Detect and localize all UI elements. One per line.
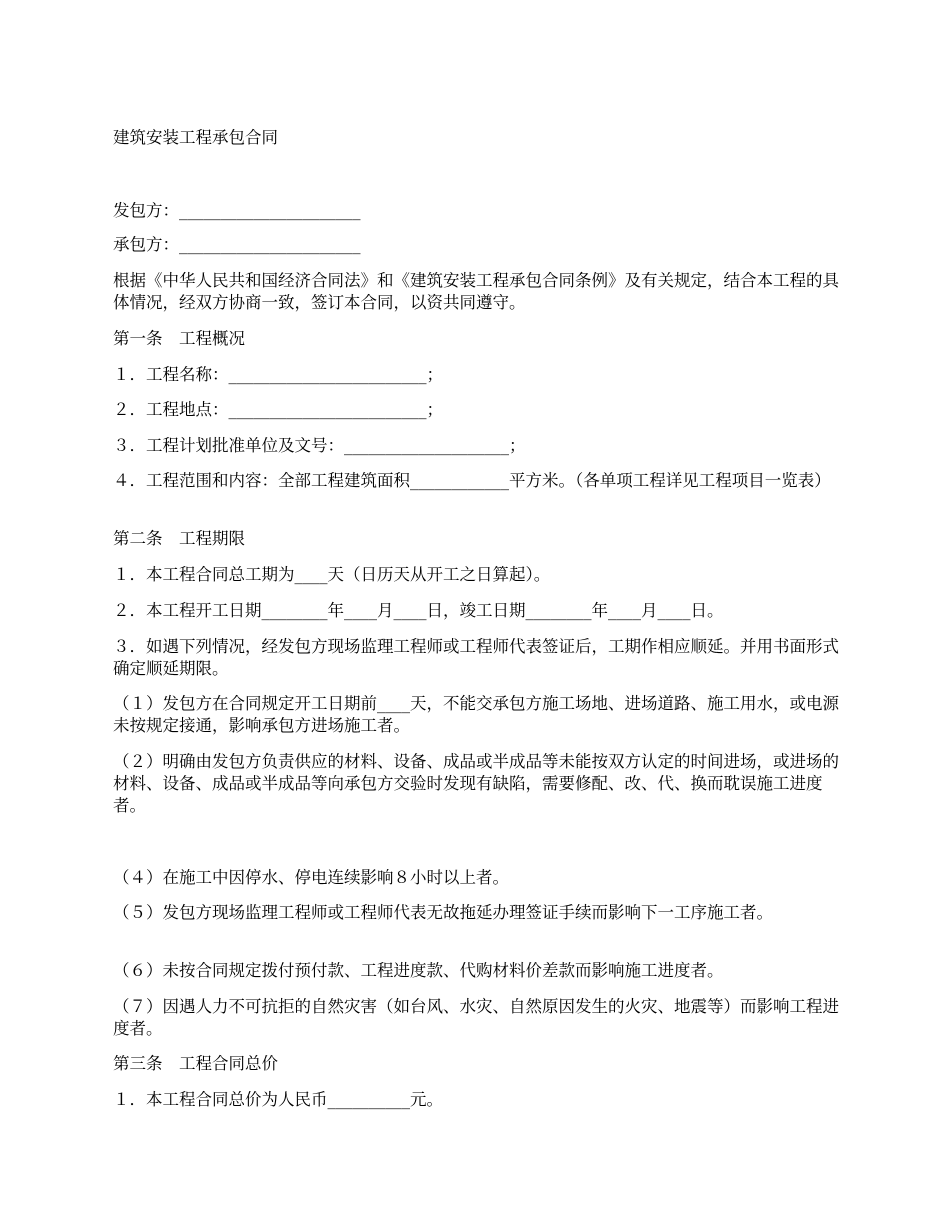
article-2-item: １．本工程合同总工期为____天（日历天从开工之日算起）。 bbox=[113, 565, 551, 584]
article-2-item: （６）未按合同规定拨付预付款、工程进度款、代购材料价差款而影响施工进度者。 bbox=[113, 961, 724, 980]
article-1-item: ４．工程范围和内容：全部工程建筑面积____________平方米。（各单项工程详见工程项目一览表） bbox=[113, 471, 831, 490]
article-2-item: （４）在施工中因停水、停电连续影响８小时以上者。 bbox=[113, 868, 509, 887]
party-a-line: 发包方：______________________ bbox=[113, 201, 361, 220]
article-1-item: ２．工程地点：________________________； bbox=[113, 400, 443, 419]
article-2-item: （１）发包方在合同规定开工日期前____天，不能交承包方施工场地、进场道路、施工用水，或电源未按规定接通，影响承包方进场施工者。 bbox=[113, 694, 839, 735]
article-2-item: （７）因遇人力不可抗拒的自然灾害（如台风、水灾、自然原因发生的火灾、地震等）而影响工程进度者。 bbox=[113, 997, 839, 1038]
article-1-heading: 第一条 工程概况 bbox=[113, 329, 245, 348]
party-b-line: 承包方：______________________ bbox=[113, 235, 361, 254]
document-title: 建筑安装工程承包合同 bbox=[113, 128, 278, 147]
article-2-item: （５）发包方现场监理工程师或工程师代表无故拖延办理签证手续而影响下一工序施工者。 bbox=[113, 903, 773, 922]
article-1-item: ３．工程计划批准单位及文号：____________________； bbox=[113, 436, 526, 455]
preamble-paragraph: 根据《中华人民共和国经济合同法》和《建筑安装工程承包合同条例》及有关规定，结合本工程的具体情况，经双方协商一致，签订本合同，以资共同遵守。 bbox=[113, 271, 839, 312]
article-3-heading: 第三条 工程合同总价 bbox=[113, 1054, 278, 1073]
article-2-heading: 第二条 工程期限 bbox=[113, 529, 245, 548]
article-1-item: １．工程名称：________________________； bbox=[113, 365, 443, 384]
article-2-item: （２）明确由发包方负责供应的材料、设备、成品或半成品等未能按双方认定的时间进场，或进场的材料、设备、成品或半成品等向承包方交验时发现有缺陷，需要修配、改、代、换而耽误施工进度者。 bbox=[113, 752, 839, 815]
article-3-item: １．本工程合同总价为人民币__________元。 bbox=[113, 1090, 443, 1109]
article-2-item: ２．本工程开工日期________年____月____日，竣工日期________年____月____日。 bbox=[113, 601, 724, 620]
article-2-item: ３．如遇下列情况，经发包方现场监理工程师或工程师代表签证后，工期作相应顺延。并用书面形式确定顺延期限。 bbox=[113, 637, 839, 678]
